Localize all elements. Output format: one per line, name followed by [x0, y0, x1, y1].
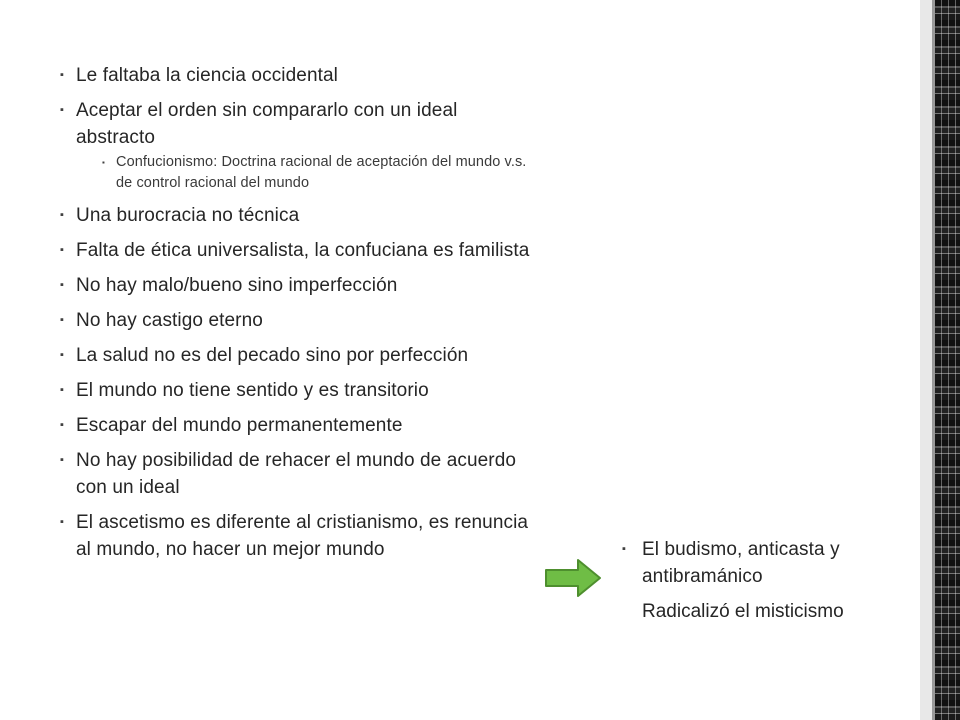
- bullet-text: Falta de ética universalista, la confuciana es familista: [76, 240, 530, 261]
- bullet-item: [60, 97, 530, 194]
- bullet-text: No hay castigo eterno: [76, 310, 263, 331]
- square-bullet-icon: ▪: [60, 244, 64, 256]
- square-bullet-icon: ▪: [102, 158, 105, 167]
- bullet-text: El ascetismo es diferente al cristianismo, es renuncia al mundo, no hacer un mejor mundo: [76, 512, 529, 560]
- right-arrow-icon: [544, 558, 602, 598]
- bullet-text: Una burocracia no técnica: [76, 205, 300, 226]
- bullet-text: Le faltaba la ciencia occidental: [76, 65, 338, 86]
- square-bullet-icon: ▪: [60, 209, 64, 221]
- bullet-text: El budismo, anticasta y antibramánico: [642, 539, 840, 587]
- square-bullet-icon: ▪: [60, 419, 64, 431]
- right-bullet-list: [622, 536, 892, 625]
- square-bullet-icon: ▪: [60, 104, 64, 116]
- bullet-item: [60, 307, 530, 334]
- bullet-text: La salud no es del pecado sino por perfección: [76, 345, 469, 366]
- bullet-text: No hay malo/bueno sino imperfección: [76, 275, 398, 296]
- square-bullet-icon: ▪: [622, 543, 626, 555]
- main-bullet-list: [60, 62, 530, 571]
- bullet-text: El mundo no tiene sentido y es transitorio: [76, 380, 429, 401]
- square-bullet-icon: ▪: [60, 454, 64, 466]
- sub-bullet-text: Confucionismo: Doctrina racional de aceptación del mundo v.s. de control racional del mundo: [116, 154, 527, 191]
- square-bullet-icon: ▪: [60, 516, 64, 528]
- square-bullet-icon: ▪: [60, 314, 64, 326]
- square-bullet-icon: ▪: [60, 349, 64, 361]
- plain-line: Radicalizó el misticismo: [642, 601, 844, 622]
- bullet-text: Escapar del mundo permanentemente: [76, 415, 403, 436]
- bullet-item: [60, 509, 530, 563]
- bullet-item: [60, 202, 530, 229]
- bullet-item: [60, 412, 530, 439]
- bullet-item: [60, 62, 530, 89]
- bullet-item: [622, 536, 892, 590]
- sub-bullet-item: [102, 152, 530, 194]
- bullet-item: [60, 447, 530, 501]
- bullet-item: [60, 377, 530, 404]
- square-bullet-icon: ▪: [60, 69, 64, 81]
- square-bullet-icon: ▪: [60, 279, 64, 291]
- bullet-text: Aceptar el orden sin compararlo con un ideal abstracto: [76, 100, 458, 148]
- square-bullet-icon: ▪: [60, 384, 64, 396]
- bullet-item: [60, 272, 530, 299]
- bullet-item: [60, 237, 530, 264]
- decorative-border: [920, 0, 960, 720]
- bullet-item: [60, 342, 530, 369]
- sub-bullet-list: [102, 152, 530, 194]
- bullet-text: No hay posibilidad de rehacer el mundo de acuerdo con un ideal: [76, 450, 517, 498]
